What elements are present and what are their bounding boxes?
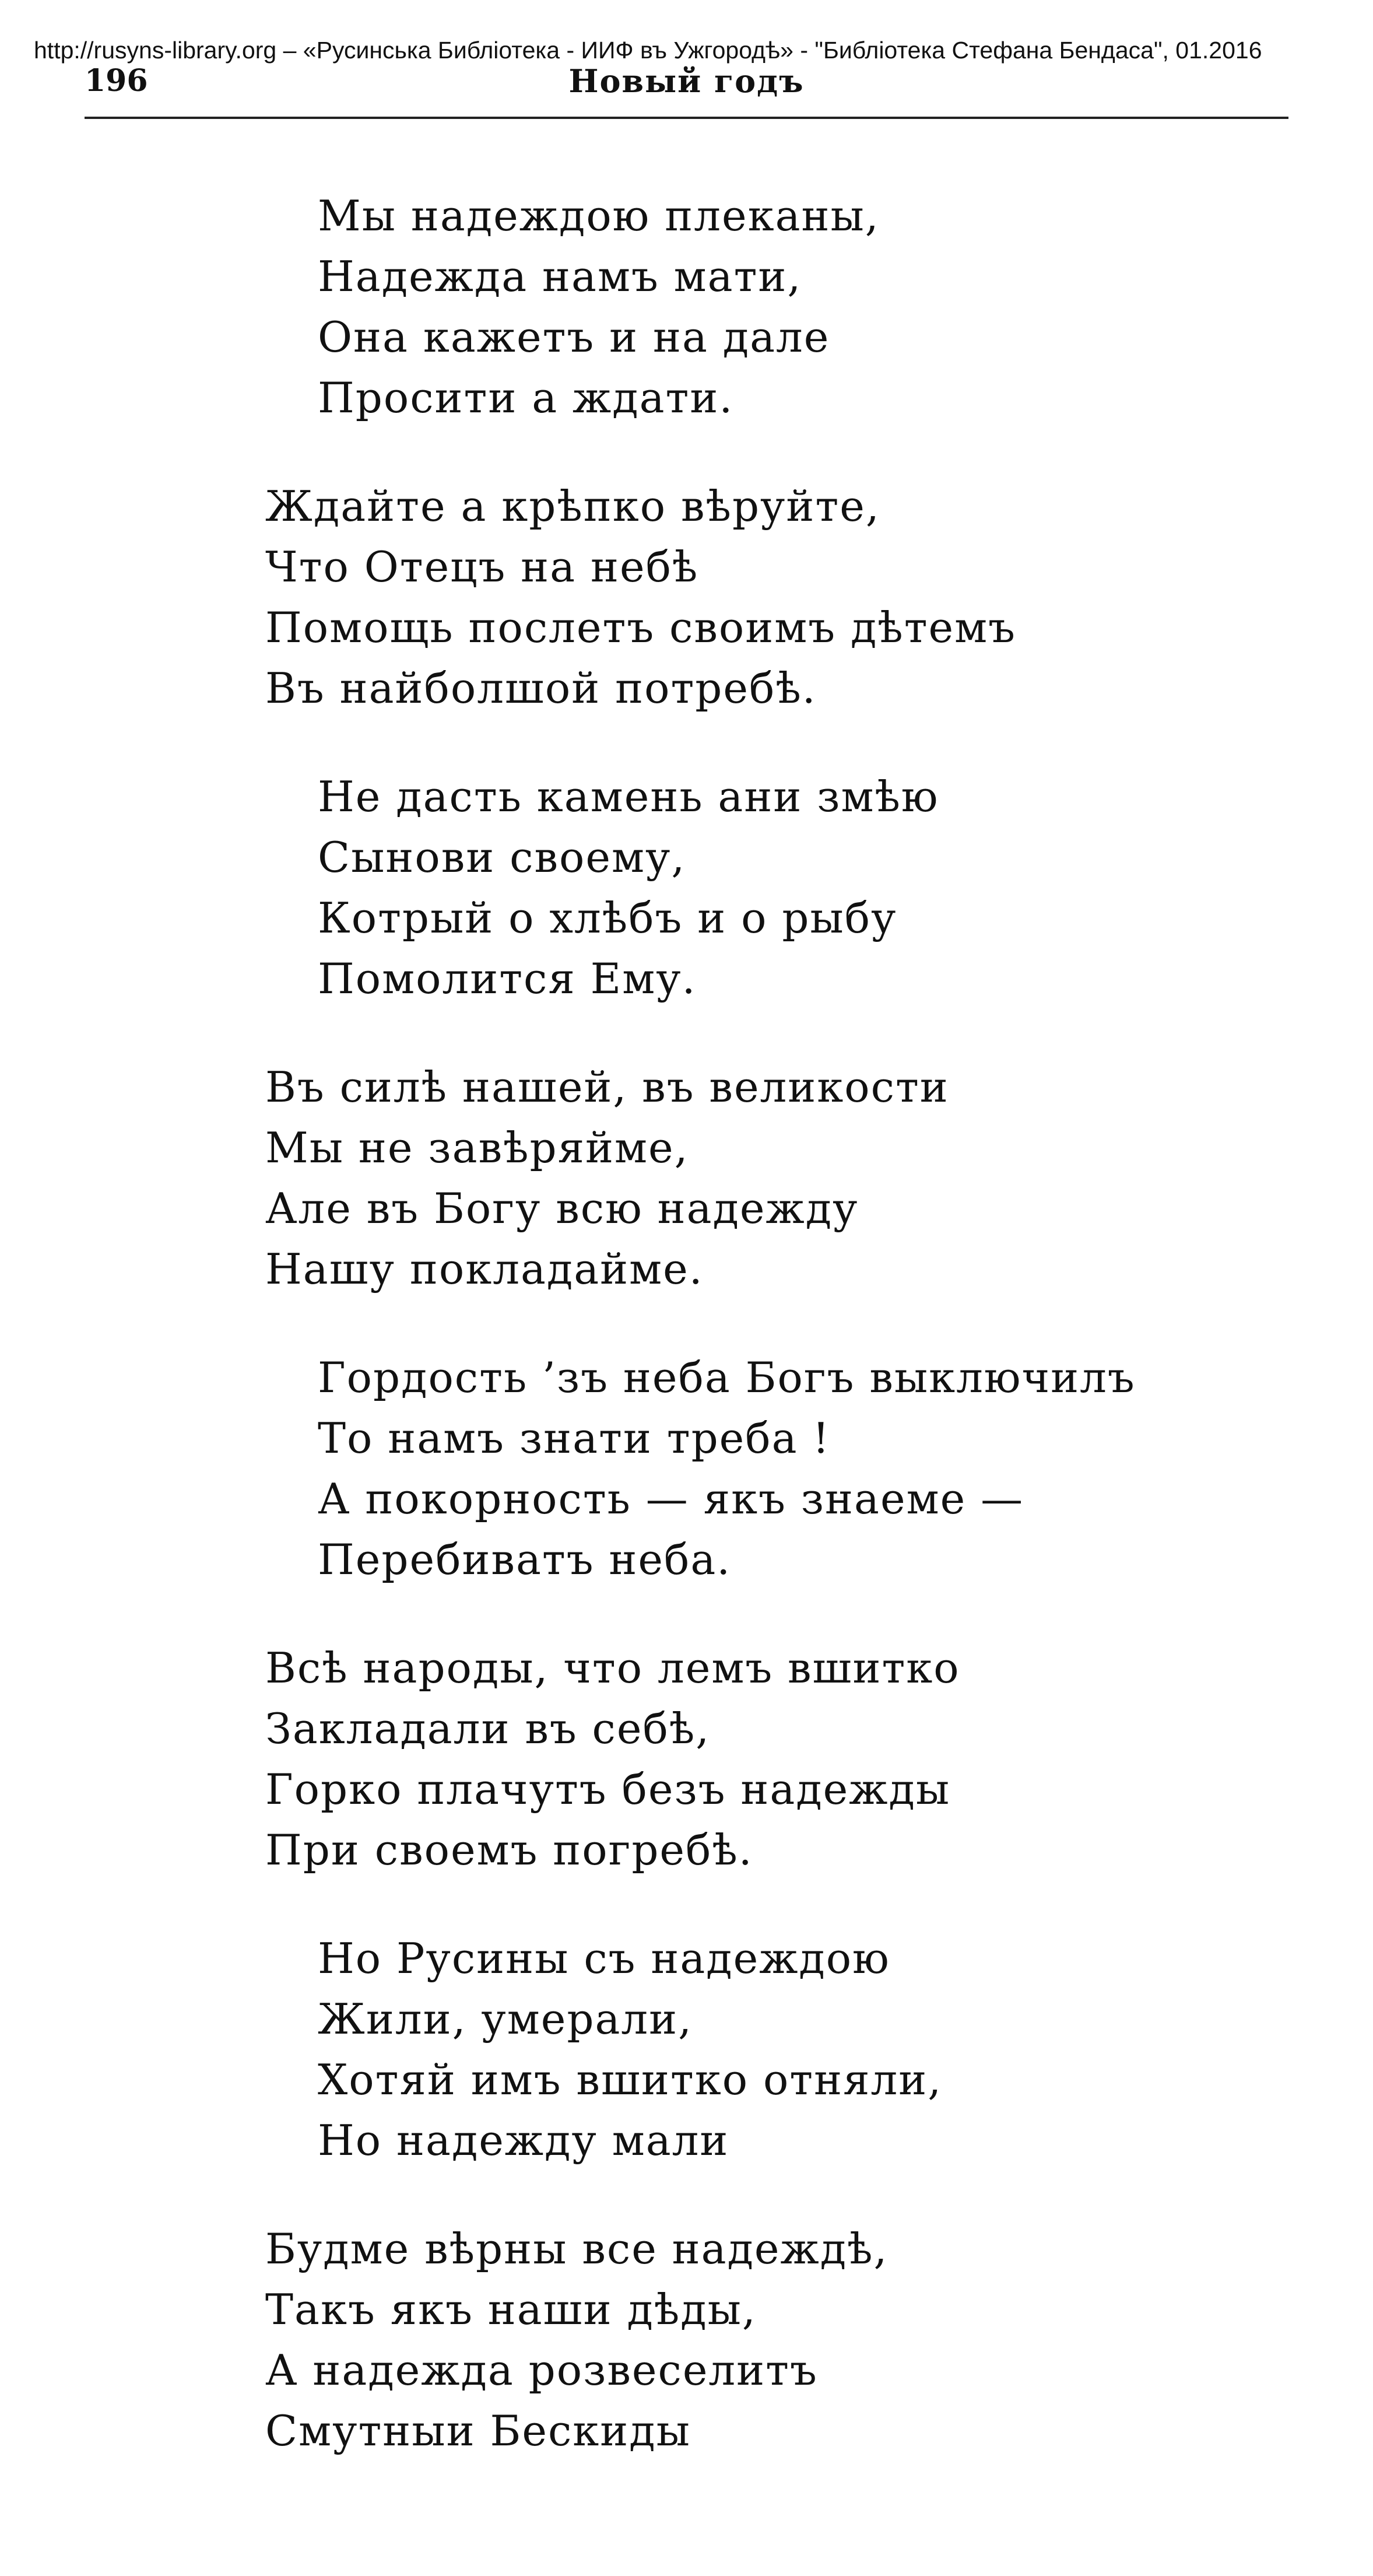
poem-body (0, 185, 1373, 2509)
verse-line: Горко плачутъ безъ надежды (265, 1765, 951, 1814)
verse-line: А покорность — якъ знаеме — (318, 1474, 1024, 1523)
verse-line: Перебиватъ неба. (318, 1535, 732, 1584)
verse-line: Сынови своему, (318, 833, 686, 882)
verse-line: Въ найболшой потребѣ. (265, 664, 817, 713)
stanza-6 (0, 1638, 1373, 1880)
verse-line: Она кажетъ и на дале (318, 313, 830, 362)
verse-line: Котрый о хлѣбъ и о рыбу (318, 893, 897, 942)
stanza-5 (0, 1347, 1373, 1590)
verse-line: А надежда розвеселитъ (265, 2346, 818, 2395)
header-rule (85, 117, 1288, 119)
verse-line: Але въ Богу всю надежду (265, 1184, 859, 1233)
stanza-2 (0, 476, 1373, 719)
verse-line: Закладали въ себѣ, (265, 1704, 711, 1753)
verse-line: Хотяй имъ вшитко отняли, (318, 2055, 943, 2104)
source-attribution: http://rusyns-library.org – «Русинська Библіотека - ИИФ въ Ужгородѣ» - "Библіотека Стефана Бендаса", 01.2016 (34, 37, 1262, 64)
verse-line: Что Отецъ на небѣ (265, 542, 699, 591)
verse-line: Не дасть камень ани змѣю (318, 772, 939, 821)
verse-line: Мы надеждою плеканы, (318, 191, 880, 240)
page-number: 196 (85, 63, 148, 99)
verse-line: Но Русины съ надеждою (318, 1934, 890, 1983)
stanza-4 (0, 1057, 1373, 1299)
verse-line: То намъ знати треба ! (318, 1414, 831, 1463)
verse-line: Мы не завѣряйме, (265, 1123, 689, 1172)
verse-line: Будме вѣрны все надеждѣ, (265, 2224, 889, 2273)
verse-line: Въ силѣ нашей, въ великости (265, 1063, 949, 1112)
verse-line: Просити а ждати. (318, 373, 734, 422)
stanza-1 (0, 185, 1373, 428)
verse-line: Жили, умерали, (318, 1995, 693, 2044)
verse-line: Ждайте а крѣпко вѣруйте, (265, 482, 880, 531)
stanza-7 (0, 1928, 1373, 2171)
running-head (85, 62, 1288, 103)
verse-line: Гордость ’зъ неба Богъ выключилъ (318, 1353, 1136, 1402)
section-title: Новый годъ (568, 62, 805, 100)
verse-line: Такъ якъ наши дѣды, (265, 2285, 757, 2334)
verse-line: При своемъ погребѣ. (265, 1825, 753, 1874)
verse-line: Смутныи Бескиды (265, 2406, 691, 2455)
verse-line: Нашу покладайме. (265, 1245, 704, 1294)
verse-line: Помолится Ему. (318, 954, 697, 1003)
stanza-8 (0, 2218, 1373, 2461)
stanza-3 (0, 766, 1373, 1009)
verse-line: Помощь послетъ своимъ дѣтемъ (265, 603, 1016, 652)
verse-line: Но надежду мали (318, 2116, 729, 2165)
verse-line: Всѣ народы, что лемъ вшитко (265, 1643, 960, 1692)
verse-line: Надежда намъ мати, (318, 252, 802, 301)
